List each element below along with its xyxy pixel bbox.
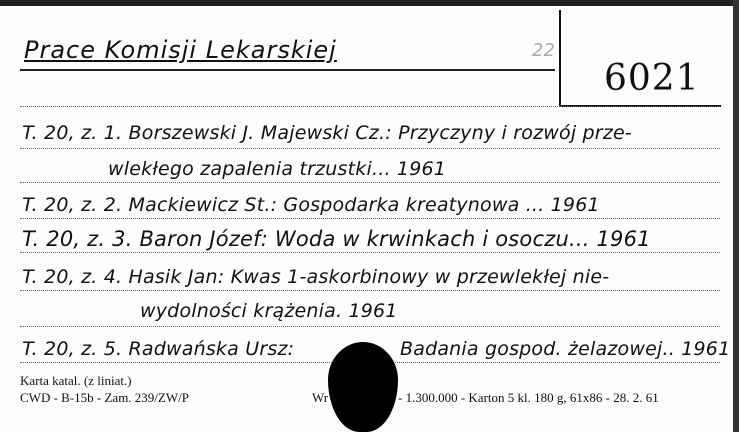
card-top-edge <box>0 0 739 6</box>
call-number-box-vertical-rule <box>559 10 561 107</box>
ruled-line <box>20 148 720 149</box>
entry-4-line-2: wydolności krążenia. 1961 <box>140 300 398 322</box>
ruled-line <box>20 218 720 219</box>
entry-5-line-1: T. 20, z. 5. Radwańska Ursz: <box>22 338 295 360</box>
ruled-line <box>20 106 720 107</box>
footer-line-2-mid: Wr <box>312 390 329 405</box>
ruled-line <box>20 290 720 291</box>
card-right-edge <box>733 0 739 432</box>
corner-mark: 22 <box>532 40 555 61</box>
entry-3-line-1: T. 20, z. 3. Baron Józef: Woda w krwinkach i osoczu... 1961 <box>22 227 651 251</box>
entry-4-line-1: T. 20, z. 4. Hasik Jan: Kwas 1-askorbinowy w przewlekłej nie- <box>22 266 610 288</box>
footer-line-2-right: - 1.300.000 - Karton 5 kl. 180 g, 61x86 - 28. 2. 61 <box>398 390 659 405</box>
entry-1-line-1: T. 20, z. 1. Borszewski J. Majewski Cz.: Przyczyny i rozwój prze- <box>22 122 632 144</box>
footer-line-1: Karta katal. (z liniat.) <box>20 373 132 388</box>
entry-1-line-2: wlekłego zapalenia trzustki... 1961 <box>108 158 447 180</box>
entry-2-line-1: T. 20, z. 2. Mackiewicz St.: Gospodarka kreatynowa ... 1961 <box>22 194 600 216</box>
ruled-line <box>20 252 720 253</box>
ruled-line <box>20 182 720 183</box>
call-number: 6021 <box>604 58 700 99</box>
footer-line-2-left: CWD - B-15b - Zam. 239/ZW/P <box>20 390 189 405</box>
title-rule <box>20 69 555 71</box>
card-title: Prace Komisji Lekarskiej <box>24 36 337 64</box>
punch-hole <box>328 342 398 432</box>
ruled-line <box>20 326 720 327</box>
entry-5-line-1-continued: Badania gospod. żelazowej.. 1961 <box>400 338 731 360</box>
